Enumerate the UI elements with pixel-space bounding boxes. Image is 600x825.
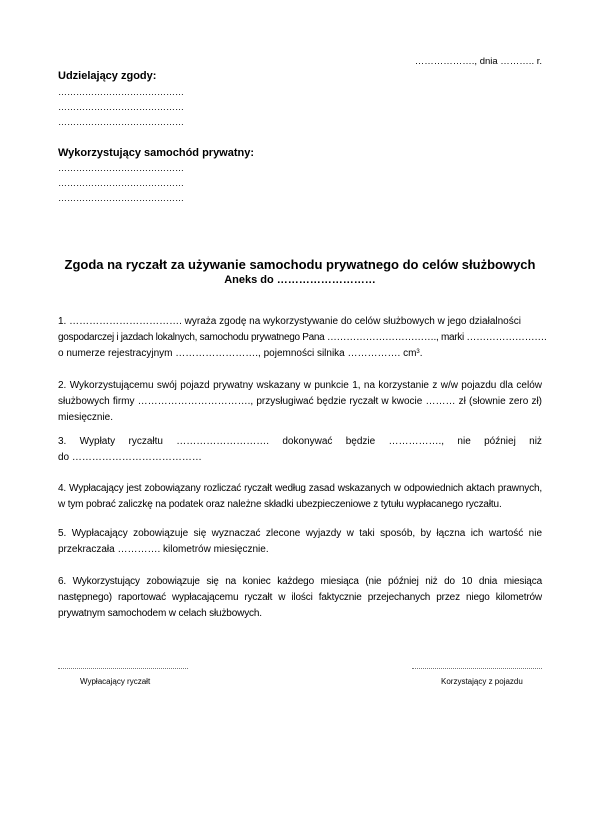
paragraph-1-line-3-end: . xyxy=(419,348,423,359)
p3-word: niż xyxy=(529,436,542,447)
user-line-1: …………………………………… xyxy=(58,163,184,173)
p3-word: nie xyxy=(457,436,471,447)
user-label: Wykorzystujący samochód prywatny: xyxy=(58,147,255,159)
paragraph-1-line-3-text: o numerze rejestracyjnym ……………………., pojemności silnika ……………. cm xyxy=(58,348,417,359)
grantor-line-3: …………………………………… xyxy=(58,117,184,127)
paragraph-3 xyxy=(58,434,542,466)
paragraph-1 xyxy=(58,314,547,362)
grantor-line-2: …………………………………… xyxy=(58,102,184,112)
signature-label-right: Korzystający z pojazdu xyxy=(441,677,523,686)
p3-word: ……………., xyxy=(388,436,445,447)
paragraph-3-line-1 xyxy=(58,434,542,450)
paragraph-1-line-1: 1. ……………………………. wyraża zgodę na wykorzystywanie do celów służbowych w jego działalności xyxy=(58,316,521,327)
grantor-line-1: …………………………………… xyxy=(58,87,184,97)
user-line-3: …………………………………… xyxy=(58,193,184,203)
grantor-label: Udzielający zgody: xyxy=(58,70,157,82)
p3-word: ………………………. xyxy=(176,436,270,447)
p3-word: 3. xyxy=(58,436,67,447)
signature-line-right xyxy=(412,668,542,669)
date-line: ………………., dnia ……….. r. xyxy=(414,56,542,67)
paragraph-3-line-2: do ………………………………… xyxy=(58,452,202,463)
paragraph-5: 5. Wypłacający zobowiązuje się wyznaczać zlecone wyjazdy w taki sposób, by łączna ich wartość nie przekraczała …………. kilometrów miesięcznie. xyxy=(58,528,542,555)
p3-word: Wypłaty xyxy=(79,436,116,447)
paragraph-1-line-2: gospodarczej i jazdach lokalnych, samochodu prywatnego Pana ……………………………., marki ……………………. xyxy=(58,332,547,343)
signature-line-left xyxy=(58,668,188,669)
p3-word: dokonywać xyxy=(282,436,333,447)
paragraph-2: 2. Wykorzystującemu swój pojazd prywatny wskazany w punkcie 1, na korzystanie z w/w pojazdu dla celów służbowych firmy ……………………………., przysługiwać będzie ryczałt w kwocie ……… zł (słownie zero zł) miesięcznie. xyxy=(58,380,542,423)
p3-word: ryczałtu xyxy=(128,436,163,447)
p3-word: później xyxy=(484,436,516,447)
document-subtitle: Aneks do ……………………… xyxy=(224,274,376,286)
paragraph-6: 6. Wykorzystujący zobowiązuje się na koniec każdego miesiąca (nie później niż do 10 dnia miesiąca następnego) raportować wypłacającemu ryczałt w ilości faktycznie przejechanych przez niego kilometrów prywatnym samochodem w celach służbowych. xyxy=(58,576,542,619)
cubic-superscript: 3 xyxy=(416,349,420,355)
paragraph-1-line-3 xyxy=(58,346,542,362)
paragraph-4: 4. Wypłacający jest zobowiązany rozliczać ryczałt według zasad wskazanych w odpowiednich aktach prawnych, w tym pobrać zaliczkę na podatek oraz należne składki ubezpieczeniowe z tytułu wypłacanego ryczałtu. xyxy=(58,483,542,510)
document-title: Zgoda na ryczałt za używanie samochodu prywatnego do celów służbowych xyxy=(64,257,536,272)
signature-label-left: Wypłacający ryczałt xyxy=(80,677,151,686)
p3-word: będzie xyxy=(345,436,376,447)
user-line-2: …………………………………… xyxy=(58,178,184,188)
